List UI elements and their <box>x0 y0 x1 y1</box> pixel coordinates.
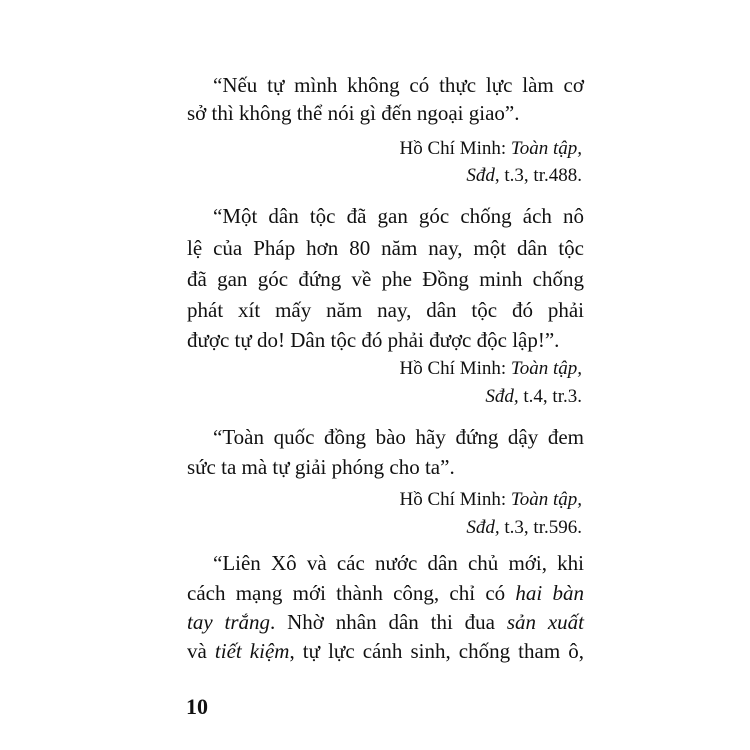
quote-3-citation-line-1 <box>400 490 582 509</box>
citation-work: Toàn tập, <box>510 138 582 159</box>
quote-4-line-1: “Liên Xô và các nước dân chủ mới, khi <box>213 551 584 575</box>
quote-1-line-1: “Nếu tự mình không có thực lực làm cơ <box>213 73 584 97</box>
quote-2-line-3: đã gan góc đứng về phe Đồng minh chống <box>187 267 584 291</box>
citation-author: Hồ Chí Minh: <box>399 489 511 510</box>
text-segment: cách mạng mới thành công, chỉ có <box>187 581 516 605</box>
citation-ref: t.3, tr.596. <box>499 517 582 538</box>
citation-ref: t.4, tr.3. <box>518 386 582 407</box>
quote-1-line-2: sở thì không thể nói gì đến ngoại giao”. <box>187 101 520 125</box>
text-segment: , tự lực cánh sinh, chống tham ô, <box>289 639 585 663</box>
quote-1-citation-line-2 <box>466 166 582 185</box>
citation-author: Hồ Chí Minh: <box>399 358 511 379</box>
quote-4-line-2 <box>187 583 584 604</box>
emphasis-segment: hai bàn <box>515 581 584 605</box>
quote-2-line-4: phát xít mấy năm nay, dân tộc đó phải <box>187 298 584 322</box>
quote-4-line-3 <box>187 612 584 633</box>
citation-source: Sđd, <box>485 386 519 407</box>
citation-work: Toàn tập, <box>510 358 582 379</box>
citation-ref: , t.3, tr.488. <box>494 165 582 186</box>
emphasis-segment: tiết kiệm <box>214 639 290 663</box>
quote-2-citation-line-2 <box>485 387 582 406</box>
quote-2-line-2: lệ của Pháp hơn 80 năm nay, một dân tộc <box>187 236 584 260</box>
quote-3-line-2: sức ta mà tự giải phóng cho ta”. <box>187 455 455 479</box>
quote-3-citation-line-2 <box>466 518 582 537</box>
quote-3-line-1: “Toàn quốc đồng bào hãy đứng dậy đem <box>213 425 584 449</box>
page-number: 10 <box>186 694 208 719</box>
quote-2-line-1: “Một dân tộc đã gan góc chống ách nô <box>213 204 584 228</box>
citation-author: Hồ Chí Minh: <box>399 138 511 159</box>
quote-1-citation-line-1 <box>400 139 582 158</box>
quote-2-citation-line-1 <box>400 359 582 378</box>
emphasis-segment: sản xuất <box>506 610 585 634</box>
citation-source: Sđd <box>466 165 495 186</box>
citation-work: Toàn tập, <box>510 489 582 510</box>
quote-2-line-5: được tự do! Dân tộc đó phải được độc lập!”. <box>187 328 560 352</box>
text-segment: và <box>187 639 215 663</box>
emphasis-segment: tay trắng <box>187 610 271 634</box>
text-segment: . Nhờ nhân dân thi đua <box>270 610 507 634</box>
citation-source: Sđd, <box>466 517 500 538</box>
quote-4-line-4 <box>187 641 584 662</box>
